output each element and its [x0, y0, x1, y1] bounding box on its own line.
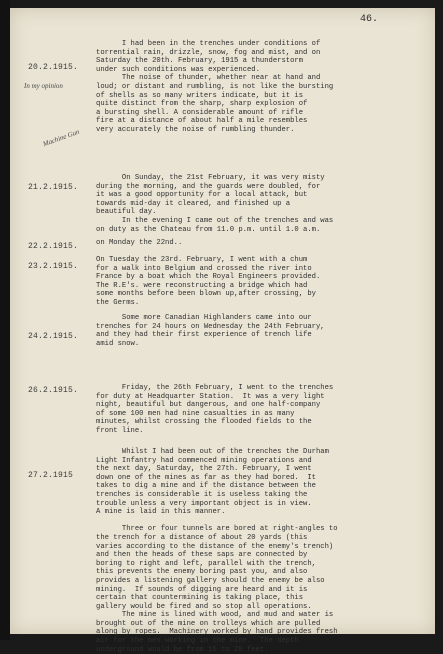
text-line: along by ropes. Machinery worked by hand provides fresh [96, 628, 338, 637]
text-line: during the morning, and the guards were doubled, for [96, 182, 321, 191]
text-line: The mine is lined with wood, and mud and water is [96, 611, 334, 620]
entry-text [96, 174, 430, 234]
entry-date: 21.2.1915. [28, 183, 79, 192]
entry-date: 20.2.1915. [28, 63, 79, 72]
text-line: trenches for 24 hours on Wednesday the 24th February, [96, 322, 325, 331]
text-line: takes to dig a mine and if the distance between the [96, 482, 316, 491]
text-line: varies according to the distance of the enemy's trench) [96, 542, 334, 551]
text-line: quite distinct from the sharp, sharp explosion of [96, 100, 308, 109]
text-line: for duty at Headquarter Station. It was a very light [96, 392, 325, 401]
text-line: gallery would be fired and so stop all operations. [96, 602, 312, 611]
text-line: The R.E's. were reconstructing a bridge which had [96, 281, 308, 290]
binder-edge [0, 0, 10, 640]
entry-date: 23.2.1915. [28, 262, 79, 271]
text-line: A mine is laid in this manner. [96, 508, 226, 517]
entry-text [96, 239, 430, 248]
text-line: and then the heads of these saps are connected by [96, 551, 308, 560]
margin-note-machine-gun: Machine Gun [41, 127, 81, 149]
text-line: a bursting shell. A considerable amount of rifle [96, 108, 304, 117]
text-line: Some more Canadian Highlanders came into our [96, 314, 312, 322]
diary-page [10, 8, 435, 654]
text-line: In the evening I came out of the trenches and was [96, 216, 334, 225]
text-line: Light Infantry had commenced mining operations and [96, 456, 312, 465]
text-line: brought out of the mine on trolleys which are pulled [96, 619, 321, 628]
text-line: Friday, the 26th February, I went to the trenches [96, 384, 334, 392]
text-line: some months before been blown up,after crossing, by [96, 290, 316, 299]
text-line: front line. [96, 426, 144, 435]
text-line: down one of the mines as far as they had bored. It [96, 473, 316, 482]
text-line: night, beautiful but dangerous, and one half-company [96, 401, 321, 410]
text-line: and they had their first experience of trench life [96, 331, 312, 340]
page-number: 46. [360, 14, 379, 25]
text-line: for a walk into Belgium and crossed the river into [96, 264, 312, 273]
entry-date: 24.2.1915. [28, 332, 79, 341]
text-line: underground would be from 15 to 20 feet. [96, 645, 269, 654]
entry-text [96, 448, 430, 654]
text-line: amid snow. [96, 339, 140, 348]
text-line: trenches is considerable it is useless taking the [96, 490, 308, 499]
entry-text [96, 314, 430, 348]
text-line: provides a listening gallery should the enemy be also [96, 576, 325, 585]
text-line: Saturday the 20th. February, 1915 a thunderstorm [96, 57, 304, 66]
text-line: towards mid-day it cleared, and finished up a [96, 199, 291, 208]
text-line: of shells as so many writers indicate, but it is [96, 91, 304, 100]
entry-date: 22.2.1915. [28, 242, 79, 251]
text-line: this prevents the enemy boring past you, and also [96, 568, 308, 577]
text-line: the Germs. [96, 298, 140, 307]
text-line: boring to right and left, parallel with the trench, [96, 559, 316, 568]
text-line: the trench for a distance of about 20 yards (this [96, 533, 308, 542]
text-line: On Sunday, the 21st February, it was very misty [96, 174, 325, 182]
text-line: France by a boat which the Royal Engineers provided. [96, 273, 321, 282]
text-line: under such conditions was experienced. [96, 65, 260, 74]
text-line: very accurately the noise of rumbling thunder. [96, 125, 295, 134]
text-line: On Tuesday the 23rd. February, I went with a chum [96, 256, 308, 264]
margin-note-opinion: In my opinion [24, 82, 63, 90]
text-line: trouble unless a very important object is in view. [96, 499, 312, 508]
text-line: on Monday the 22nd.. [96, 239, 183, 247]
text-line: the next day, Saturday, the 27th. February, I went [96, 465, 312, 474]
entry-date: 27.2.1915 [28, 471, 74, 480]
text-line: certain that countermining is taking place, this [96, 594, 304, 603]
text-line: mining. If sounds of digging are heard and it is [96, 585, 308, 594]
text-line: I had been in the trenches under conditions of [96, 40, 321, 48]
text-line: on duty as the Chateau from 11.0 p.m. until 1.0 a.m. [96, 225, 321, 234]
text-line: The noise of thunder, whether near at hand and [96, 74, 321, 83]
text-line: minutes, whilst crossing the flooded fields to the [96, 418, 312, 427]
text-line: it was a good opportunity for a local attack, but [96, 191, 308, 200]
entry-date: 26.2.1915. [28, 386, 79, 395]
text-line: Whilst I had been out of the trenches the Durham [96, 448, 329, 456]
text-line: torrential rain, drizzle, snow, fog and mist, and on [96, 48, 321, 57]
text-line: of some 100 men had nine casualties in as many [96, 409, 295, 418]
text-line: air for the men working in the mine. The depth [96, 637, 299, 646]
text-line: Three or four tunnels are bored at right-angles to [96, 525, 338, 534]
text-line: loud; or distant and rumbling, is not like the bursting [96, 82, 334, 91]
text-line: fire at a distance of about half a mile resembles [96, 117, 308, 126]
text-line: beautiful day. [96, 208, 157, 217]
entry-text [96, 256, 430, 308]
entry-text [96, 40, 430, 135]
entry-text [96, 384, 430, 436]
